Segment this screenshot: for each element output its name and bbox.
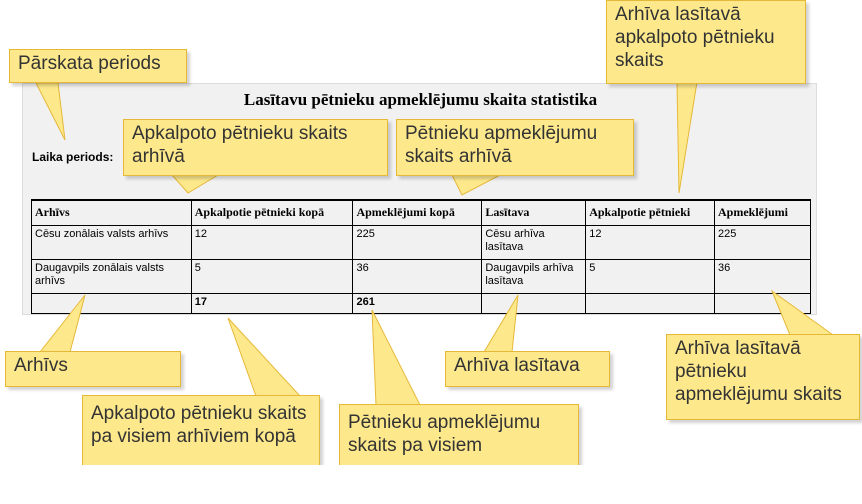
callout-period: Pārskata periods <box>9 49 187 83</box>
callout-reading-room: Arhīva lasītava <box>445 351 610 387</box>
callout-pointer-visits-all <box>372 310 420 405</box>
total-visits: 261 <box>353 294 482 314</box>
period-label: Laika periods: <box>32 150 114 164</box>
callout-archive: Arhīvs <box>5 351 181 387</box>
callout-pointer-period <box>36 83 65 140</box>
callout-visits-in-archive: Pētnieku apmeklējumu skaits arhīvā <box>396 119 634 176</box>
bottom-crop <box>0 465 862 504</box>
callout-served-in-reading-room: Arhīva lasītavā apkalpoto pētnieku skaits <box>606 0 806 84</box>
callout-pointer-served-in-archive <box>172 175 218 193</box>
cell-served: 5 <box>586 260 715 294</box>
cell-visits-total: 225 <box>353 226 482 260</box>
callout-visits-all: Pētnieku apmeklējumu skaits pa visiem <box>339 404 579 474</box>
cell-served-total: 5 <box>191 260 353 294</box>
callout-pointer-served-all <box>228 318 300 396</box>
total-served: 17 <box>191 294 353 314</box>
cell-served: 12 <box>586 226 715 260</box>
callout-served-all-archives: Apkalpoto pētnieku skaits pa visiem arhīviem kopā <box>82 395 320 475</box>
cell-visits-total: 36 <box>353 260 482 294</box>
callout-pointer-visits-in-archive <box>452 175 500 195</box>
cell-visits: 36 <box>715 260 811 294</box>
callout-pointer-reading-room <box>484 295 518 352</box>
cell-visits: 225 <box>715 226 811 260</box>
report-title: Lasītavu pētnieku apmeklējumu skaita statistika <box>243 90 598 109</box>
callout-served-in-archive: Apkalpoto pētnieku skaits arhīvā <box>123 119 388 176</box>
column-header-reading-room: Lasītava <box>482 200 586 226</box>
cell-reading-room: Daugavpils arhīva lasītava <box>482 260 586 294</box>
callout-visits-in-reading-room: Arhīva lasītavā pētnieku apmeklējumu skaits <box>666 334 860 420</box>
cell-archive: Cēsu zonālais valsts arhīvs <box>32 226 192 260</box>
column-header-served-total: Apkalpotie pētnieki kopā <box>191 200 353 226</box>
callout-pointer-served-in-reading-room <box>677 82 697 193</box>
cell-reading-room: Cēsu arhīva lasītava <box>482 226 586 260</box>
column-header-archive: Arhīvs <box>32 200 192 226</box>
cell-archive: Daugavpils zonālais valsts arhīvs <box>32 260 192 294</box>
column-header-visits-total: Apmeklējumi kopā <box>353 200 482 226</box>
callout-pointer-archive <box>40 295 85 352</box>
cell-served-total: 12 <box>191 226 353 260</box>
callout-pointer-visits-in-reading-room <box>772 291 833 335</box>
column-header-served: Apkalpotie pētnieki <box>586 200 715 226</box>
column-header-visits: Apmeklējumi <box>715 200 811 226</box>
